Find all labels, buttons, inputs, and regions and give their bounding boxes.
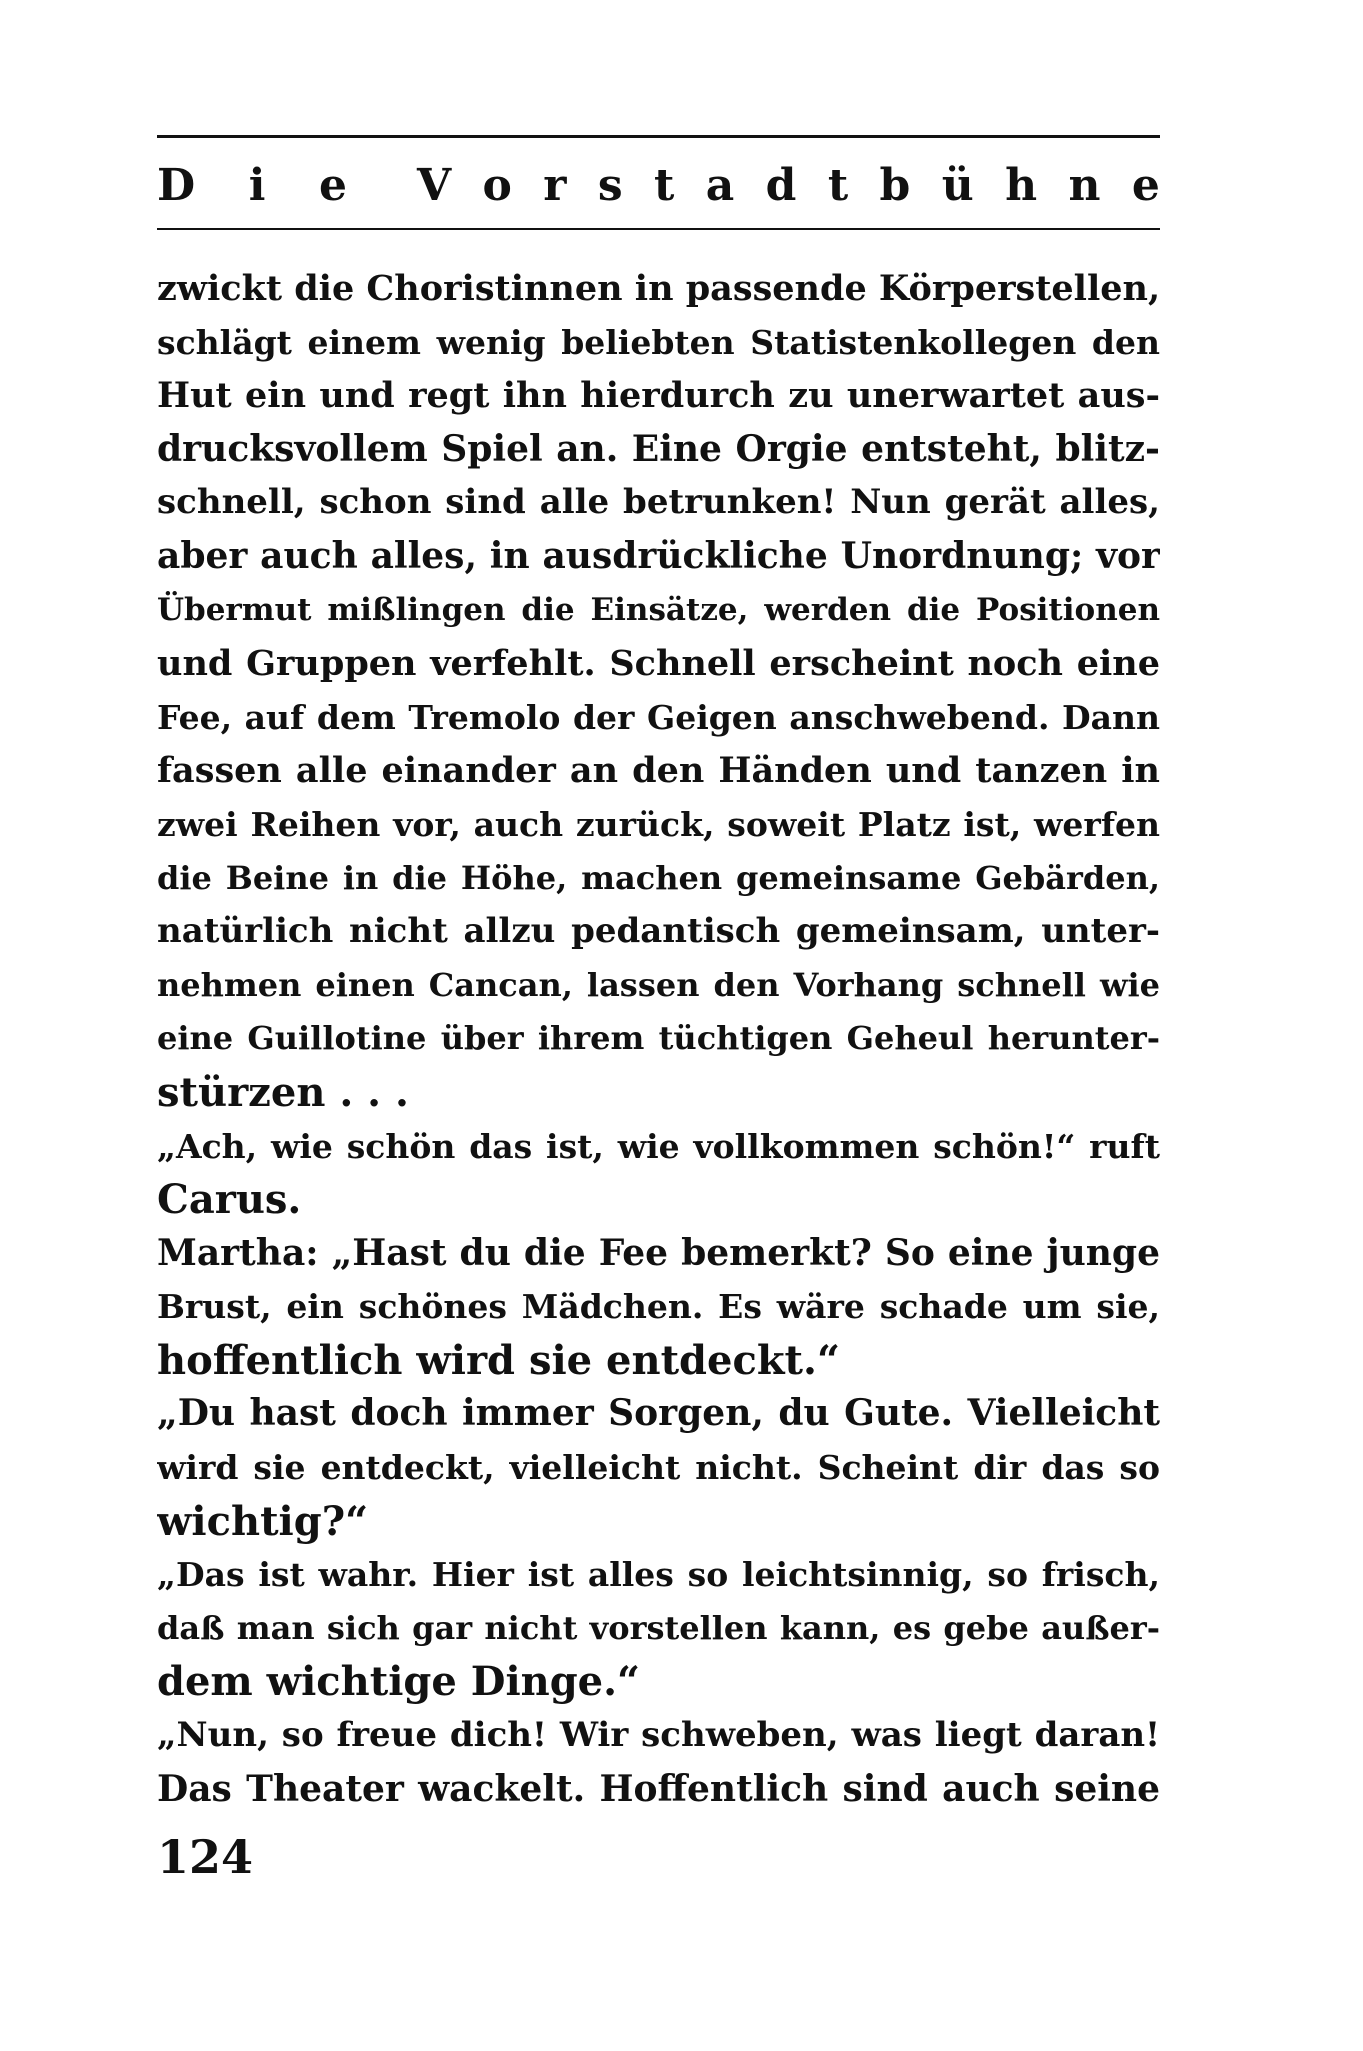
text-line: die Beine in die Höhe, machen gemeinsame Gebärden,: [157, 858, 1160, 897]
text-line: Carus.: [157, 1176, 302, 1224]
text-line: Das Theater wackelt. Hoffentlich sind auch seine: [157, 1767, 1160, 1810]
text-line: nehmen einen Cancan, lassen den Vorhang schnell wie: [157, 965, 1160, 1004]
text-line: dem wichtige Dinge.“: [157, 1658, 641, 1706]
text-line: „Nun, so freue dich! Wir schweben, was liegt daran!: [157, 1715, 1160, 1756]
running-head-letter: e: [1131, 159, 1160, 211]
running-head-word-die: [157, 160, 347, 211]
text-line: zwickt die Choristinnen in passende Körperstellen,: [157, 268, 1160, 309]
running-head: [157, 150, 1160, 220]
running-head-letter: i: [248, 159, 266, 211]
text-line: schlägt einem wenig beliebten Statistenkollegen den: [157, 322, 1160, 362]
text-line: hoffentlich wird sie entdeckt.“: [157, 1336, 840, 1384]
text-line: drucksvollem Spiel an. Eine Orgie entsteht, blitz-: [157, 427, 1160, 470]
text-line: schnell, schon sind alle betrunken! Nun gerät alles,: [157, 482, 1160, 523]
running-head-letter: r: [543, 159, 567, 211]
text-line: wird sie entdeckt, vielleicht nicht. Scheint dir das so: [157, 1448, 1160, 1488]
running-head-letter: D: [157, 159, 196, 211]
text-line: und Gruppen verfehlt. Schnell erscheint noch eine: [157, 643, 1160, 685]
text-line: wichtig?“: [157, 1497, 369, 1545]
running-head-letter: o: [482, 159, 512, 211]
running-head-letter: b: [879, 159, 911, 211]
text-line: Hut ein und regt ihn hierdurch zu unerwartet aus-: [157, 375, 1160, 417]
text-line: stürzen . . .: [157, 1068, 409, 1116]
text-line: daß man sich gar nicht vorstellen kann, es gebe außer-: [157, 1608, 1160, 1647]
running-head-letter: d: [765, 159, 797, 211]
running-head-letter: h: [1005, 159, 1038, 211]
text-line: natürlich nicht allzu pedantisch gemeinsam, unter-: [157, 911, 1160, 952]
running-head-letter: ü: [941, 159, 974, 211]
page-number: 124: [157, 1830, 254, 1884]
text-line: Übermut mißlingen die Einsätze, werden die Positionen: [157, 591, 1160, 628]
text-line: Martha: „Hast du die Fee bemerkt? So eine junge: [157, 1231, 1160, 1274]
text-line: „Das ist wahr. Hier ist alles so leichtsinnig, so frisch,: [157, 1555, 1160, 1595]
text-line: Fee, auf dem Tremolo der Geigen anschwebend. Dann: [157, 697, 1160, 737]
running-head-letter: s: [597, 159, 623, 211]
header-rule-top: [157, 135, 1160, 138]
text-line: zwei Reihen vor, auch zurück, soweit Platz ist, werfen: [157, 804, 1160, 844]
text-line: „Du hast doch immer Sorgen, du Gute. Vielleicht: [157, 1392, 1160, 1435]
body-text: [157, 262, 1160, 1816]
running-head-letter: e: [319, 159, 347, 211]
running-head-letter: V: [417, 159, 452, 211]
running-head-letter: t: [654, 159, 675, 211]
running-head-word-vorstadtbuehne: [417, 160, 1160, 211]
running-head-letter: t: [827, 159, 849, 211]
text-line: eine Guillotine über ihrem tüchtigen Geheul herunter-: [157, 1019, 1160, 1058]
running-head-letter: a: [705, 159, 735, 211]
text-line: fassen alle einander an den Händen und tanzen in: [157, 750, 1160, 792]
running-head-letter: n: [1068, 159, 1101, 211]
text-line: Brust, ein schönes Mädchen. Es wäre schade um sie,: [157, 1287, 1160, 1327]
header-rule-bottom: [157, 228, 1160, 230]
text-line: aber auch alles, in ausdrückliche Unordnung; vor: [157, 534, 1160, 577]
text-line: „Ach, wie schön das ist, wie vollkommen schön!“ ruft: [157, 1126, 1160, 1166]
